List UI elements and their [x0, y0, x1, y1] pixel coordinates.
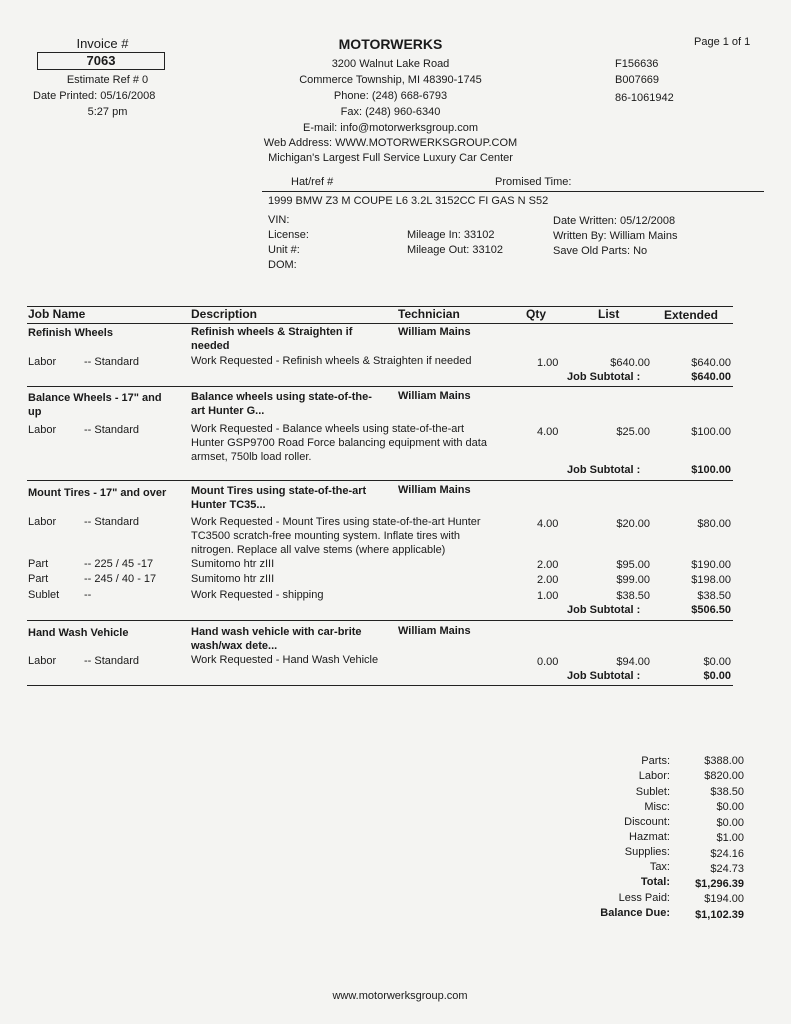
id-2: B007669	[615, 74, 660, 86]
line-code: --	[84, 589, 92, 601]
job-divider	[27, 620, 733, 621]
time-printed: 5:27 pm	[87, 106, 128, 118]
page-number: Page 1 of 1	[694, 36, 751, 48]
line-code: -- 245 / 40 - 17	[84, 573, 157, 585]
job-title: Hand wash vehicle with car-brite wash/wax dete...	[191, 626, 362, 652]
line-type: Part	[28, 558, 49, 570]
job-title: Mount Tires using state-of-the-art Hunter TC35...	[191, 485, 367, 511]
vehicle-description: 1999 BMW Z3 M COUPE L6 3.2L 3152CC FI GAS N S52	[268, 195, 549, 207]
col-list: List	[598, 307, 620, 321]
id-1: F156636	[615, 58, 659, 70]
line-code: -- Standard	[84, 516, 140, 528]
job-subtotal: $640.00	[691, 371, 731, 383]
total-value-discount: $0.00	[716, 817, 744, 829]
total-value-supplies: $24.16	[710, 848, 744, 860]
line-qty: 1.00	[537, 590, 559, 602]
job-divider	[27, 386, 733, 387]
line-list: $95.00	[616, 559, 650, 571]
line-extended: $80.00	[697, 518, 731, 530]
total-value-parts: $388.00	[704, 755, 744, 767]
line-list: $99.00	[616, 574, 650, 586]
license-label: License:	[268, 229, 309, 241]
address-line-1: 3200 Walnut Lake Road	[331, 58, 450, 70]
col-description: Description	[191, 307, 258, 321]
total-value-total: $1,296.39	[695, 878, 744, 890]
line-qty: 0.00	[537, 656, 559, 668]
line-extended: $190.00	[691, 559, 731, 571]
line-qty: 4.00	[537, 518, 559, 530]
table-header-rule	[27, 323, 733, 324]
total-label-misc: Misc:	[644, 801, 670, 813]
line-description: Sumitomo htr zIII	[191, 558, 275, 570]
vin-label: VIN:	[268, 214, 290, 226]
email: E-mail: info@motorwerksgroup.com	[303, 122, 478, 134]
table-top-rule	[27, 306, 733, 307]
total-value-sublet: $38.50	[710, 786, 744, 798]
col-qty: Qty	[526, 307, 547, 321]
line-list: $94.00	[616, 656, 650, 668]
line-extended: $198.00	[691, 574, 731, 586]
job-technician: William Mains	[398, 625, 471, 637]
job-name: Refinish Wheels	[28, 327, 113, 339]
total-label-hazmat: Hazmat:	[629, 831, 670, 843]
promised-time-label: Promised Time:	[495, 176, 572, 188]
line-description: Work Requested - Refinish wheels & Straighten if needed	[191, 355, 472, 367]
total-value-less-paid: $194.00	[704, 893, 744, 905]
total-label-less-paid: Less Paid:	[618, 892, 670, 904]
job-name: Hand Wash Vehicle	[28, 627, 129, 639]
line-description: Work Requested - shipping	[191, 589, 324, 601]
job-technician: William Mains	[398, 326, 471, 338]
line-type: Part	[28, 573, 49, 585]
line-qty: 2.00	[537, 559, 559, 571]
date-written: Date Written: 05/12/2008	[553, 215, 676, 227]
total-value-misc: $0.00	[716, 801, 744, 813]
total-label-discount: Discount:	[624, 816, 670, 828]
line-extended: $640.00	[691, 357, 731, 369]
table-bottom-rule	[27, 685, 733, 686]
date-printed: Date Printed: 05/16/2008	[33, 90, 156, 102]
line-list: $25.00	[616, 426, 650, 438]
estimate-ref: Estimate Ref # 0	[66, 74, 149, 86]
job-name: Balance Wheels - 17" and up	[28, 392, 162, 418]
total-value-labor: $820.00	[704, 770, 744, 782]
mileage-out: Mileage Out: 33102	[407, 244, 504, 256]
job-subtotal: $100.00	[691, 464, 731, 476]
line-type: Labor	[28, 356, 57, 368]
total-label-labor: Labor:	[638, 770, 670, 782]
job-technician: William Mains	[398, 390, 471, 402]
total-label-sublet: Sublet:	[635, 786, 670, 798]
line-description: Work Requested - Mount Tires using state-of-the-art Hunter TC3500 scratch-free mounting system. Inflate tires with nitrogen. Replace all valve stems (where applicable)	[191, 516, 481, 556]
line-description: Sumitomo htr zIII	[191, 573, 275, 585]
total-label-total: Total:	[640, 876, 670, 888]
job-subtotal-label: Job Subtotal :	[567, 371, 641, 383]
hat-ref-label: Hat/ref #	[291, 176, 334, 188]
web-address: Web Address: WWW.MOTORWERKSGROUP.COM	[263, 137, 518, 149]
line-code: -- Standard	[84, 424, 140, 436]
line-list: $20.00	[616, 518, 650, 530]
total-label-balance-due: Balance Due:	[600, 907, 670, 919]
line-code: -- 225 / 45 -17	[84, 558, 154, 570]
job-name: Mount Tires - 17" and over	[28, 487, 167, 499]
line-type: Sublet	[28, 589, 60, 601]
invoice-number: 7063	[37, 52, 165, 70]
fax: Fax: (248) 960-6340	[340, 106, 441, 118]
total-value-balance-due: $1,102.39	[695, 909, 744, 921]
job-subtotal-label: Job Subtotal :	[567, 604, 641, 616]
line-qty: 1.00	[537, 357, 559, 369]
written-by: Written By: William Mains	[553, 230, 678, 242]
line-extended: $0.00	[703, 656, 731, 668]
job-subtotal: $0.00	[703, 670, 731, 682]
job-title: Balance wheels using state-of-the-art Hunter G...	[191, 391, 372, 417]
col-technician: Technician	[398, 307, 460, 321]
job-subtotal: $506.50	[691, 604, 731, 616]
dom-label: DOM:	[268, 259, 297, 271]
line-code: -- Standard	[84, 356, 140, 368]
job-subtotal-label: Job Subtotal :	[567, 464, 641, 476]
unit-label: Unit #:	[268, 244, 300, 256]
id-3: 86-1061942	[615, 92, 674, 104]
line-qty: 4.00	[537, 426, 559, 438]
vehicle-divider	[262, 191, 764, 192]
job-divider	[27, 480, 733, 481]
total-label-tax: Tax:	[649, 861, 670, 873]
line-description: Work Requested - Hand Wash Vehicle	[191, 654, 379, 666]
total-value-tax: $24.73	[710, 863, 744, 875]
tagline: Michigan's Largest Full Service Luxury Car Center	[268, 152, 513, 164]
col-job-name: Job Name	[28, 307, 86, 321]
mileage-in: Mileage In: 33102	[407, 229, 495, 241]
invoice-label: Invoice #	[76, 36, 129, 51]
phone: Phone: (248) 668-6793	[333, 90, 448, 102]
job-technician: William Mains	[398, 484, 471, 496]
total-label-supplies: Supplies:	[624, 846, 670, 858]
line-extended: $38.50	[697, 590, 731, 602]
job-title: Refinish wheels & Straighten if needed	[191, 326, 353, 352]
col-extended: Extended	[664, 308, 719, 322]
line-code: -- Standard	[84, 655, 140, 667]
line-qty: 2.00	[537, 574, 559, 586]
line-list: $640.00	[610, 357, 650, 369]
job-subtotal-label: Job Subtotal :	[567, 670, 641, 682]
address-line-2: Commerce Township, MI 48390-1745	[299, 74, 482, 86]
line-extended: $100.00	[691, 426, 731, 438]
footer-url: www.motorwerksgroup.com	[332, 990, 468, 1002]
total-value-hazmat: $1.00	[716, 832, 744, 844]
save-old-parts: Save Old Parts: No	[553, 245, 648, 257]
line-type: Labor	[28, 655, 57, 667]
total-label-parts: Parts:	[641, 755, 670, 767]
company-name: MOTORWERKS	[338, 36, 443, 52]
line-type: Labor	[28, 516, 57, 528]
line-description: Work Requested - Balance wheels using state-of-the-art Hunter GSP9700 Road Force balancing equipment with data armset, 750lb load roller.	[191, 423, 487, 463]
line-type: Labor	[28, 424, 57, 436]
line-list: $38.50	[616, 590, 650, 602]
